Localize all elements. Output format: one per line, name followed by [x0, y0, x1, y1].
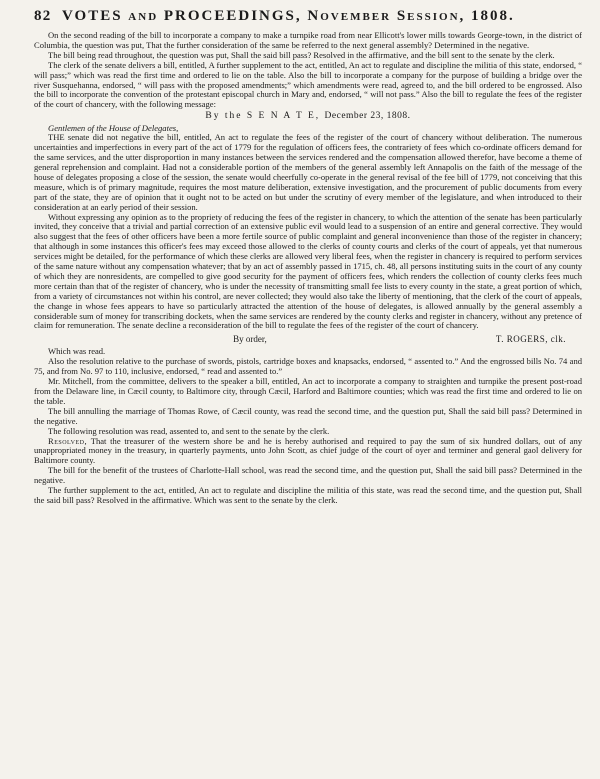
- running-title: VOTES and PROCEEDINGS, November Session, 1808.: [62, 8, 515, 24]
- paragraph-following-resolution: The following resolution was read, assented to, and sent to the senate by the clerk.: [48, 425, 330, 436]
- senate-heading-by: By: [205, 111, 221, 122]
- clerk-signature: T. ROGERS, clk.: [495, 334, 566, 345]
- paragraph-turnpike-reading: On the second reading of the bill to incorporate a company to make a turnpike road from near Ellicott's lower mills towards George-town, in the district of Columbia, the question was put, That the further consideration of the same be referred to the next general assembly? Determined in the negative.: [34, 30, 582, 50]
- paragraph-mitchell-bill: Mr. Mitchell, from the committee, delivers to the speaker a bill, entitled, An act to incorporate a company to straighten and turnpike the present post-road from the Delaware line, in Cæcil county, to Baltimore city, through Cæcil, Harford and Baltimore counties; which was read the first time and ordered to lie on the table.: [34, 376, 582, 406]
- resolved-text: That the treasurer of the western shore be and he is hereby authorised and required to pay the sum of six hundred dollars, out of any unappropriated money in the treasury, in quarterly payments, unto John Scott, as chief judge of the court of oyer and terminer and general gaol delivery for Baltimore county.: [34, 435, 582, 466]
- paragraph-swords-resolution: Also the resolution relative to the purchase of swords, pistols, cartridge boxes and knapsacks, endorsed, “ assented to.” And the engrossed bills No. 74 and 75, and from No. 97 to 110, inclusive, endorsed, “ read and assented to.”: [34, 356, 582, 377]
- salutation: Gentlemen of the House of Delegates,: [48, 123, 179, 134]
- resolved-word: Resolved,: [48, 435, 88, 446]
- senate-heading-body: S E N A T E,: [246, 111, 321, 122]
- message-paragraph-1: THE senate did not negative the bill, entitled, An act to regulate the fees of the register of the court of chancery without deliberation. The numerous uncertainties and imperfections in every part of the act of 1779 for the regulation of officers fees, the contrariety of fees which co-ordinate officers demand for the same services, and the utter disproportion in many instances between the services rendered and the compensation allowed therefor, have become a theme of general reprehension and complaint. Had not a considerable portion of the members of the general assembly left Annapolis on the faith of the message of the house of delegates proposing a close of the session, the senate would cheerfully co-operate in the general revisal of the fee bill of 1779, not conceiving that this measure, which is of primary magnitude, requires the most mature deliberation, extensive investigation, and the procurement of public documents from every part of the state, they are of opinion that it ought not to be acted on but under the scrutiny of every member of the legislature, and when introduced to their consideration at an early period of their session.: [34, 132, 582, 212]
- signature-block: [34, 334, 582, 344]
- paragraph-senate-clerk: The clerk of the senate delivers a bill, entitled, A further supplement to the act, entitled, An act to regulate and discipline the militia of this state, endorsed, “ will pass;” which was read the first time and ordered to lie on the table. Also the bill to incorporate a company for the purpose of building a bridge over the river Susquehanna, endorsed, “ will pass with the proposed amendments;” which amendments were read, agreed to, and the bill ordered to be engrossed. Also the bill to incorporate the convention of the protestant episcopal church in Mary and, endorsed, “ will not pass.” Also the bill to regulate the fees of the register of the court of chancery, with the following message:: [34, 59, 582, 110]
- by-order: By order,: [233, 334, 267, 345]
- page-number: 82: [34, 8, 52, 24]
- page-header: [34, 8, 582, 25]
- paragraph-marriage-bill: The bill annulling the marriage of Thomas Rowe, of Cæcil county, was read the second time, and the question put, Shall the said bill pass? Determined in the negative.: [34, 405, 582, 426]
- paragraph-which-was-read: Which was read.: [48, 346, 106, 357]
- paragraph-resolved: [34, 437, 582, 467]
- senate-heading-date: December 23, 1808.: [324, 111, 411, 122]
- paragraph-bill-passed: The bill being read throughout, the question was put, Shall the said bill pass? Resolved in the affirmative, and the bill sent to the senate by the clerk.: [48, 49, 555, 60]
- message-paragraph-2: Without expressing any opinion as to the propriety of reducing the fees of the register in chancery, to which the attention of the senate has been particularly invited, they conceive that a trivial and partial correction of an extensive public evil would lead to a suspension of an entire and general corrective. They would also suggest that the fees of other officers have been a more fertile source of public complaint and general inconvenience than those of the register in chancery; that although in some instances this officer's fees may exceed those allowed to the clerks of county courts and clerks of the court of appeals, yet that numerous services might be detailed, for the performance of which these clerks are allowed very liberal fees, when the register in chancery is required to perform services of the same nature without any compensation whatever; that by an act of assembly passed in 1715, ch. 48, all persons instituting suits in the court of any county of which they are nonresidents, are compelled to give good security for the payment of officers fees, which renders the collection of county clerks fees much more certain than that of the register of chancery, who is under the necessity of transmitting small fee lists to every county in the state, a great portion of which, from a variety of circumstances not within his control, are never collected; they would also take the liberty of mentioning, that the clerk of the court of appeals, the change in whose fees appears to have so particularly attracted the attention of the house of delegates, is allowed annually by the general assembly a considerable sum of money for transcribing dockets, when the same services are rendered by the county clerks and register in chancery, without any pretence of claim for remuneration. The senate decline a reconsideration of the bill to regulate the fees of the register of the court of chancery.: [34, 211, 582, 331]
- senate-heading: [34, 111, 582, 121]
- senate-heading-the: the: [224, 111, 243, 122]
- paragraph-charlotte-hall: The bill for the benefit of the trustees of Charlotte-Hall school, was read the second time, and the question put, Shall the said bill pass? Determined in the negative.: [34, 465, 582, 486]
- paragraph-militia-supplement: The further supplement to the act, entitled, An act to regulate and discipline the militia of this state, was read the second time, and the question put, Shall the said bill pass? Resolved in the affirmative. Which was sent to the senate by the clerk.: [34, 485, 582, 505]
